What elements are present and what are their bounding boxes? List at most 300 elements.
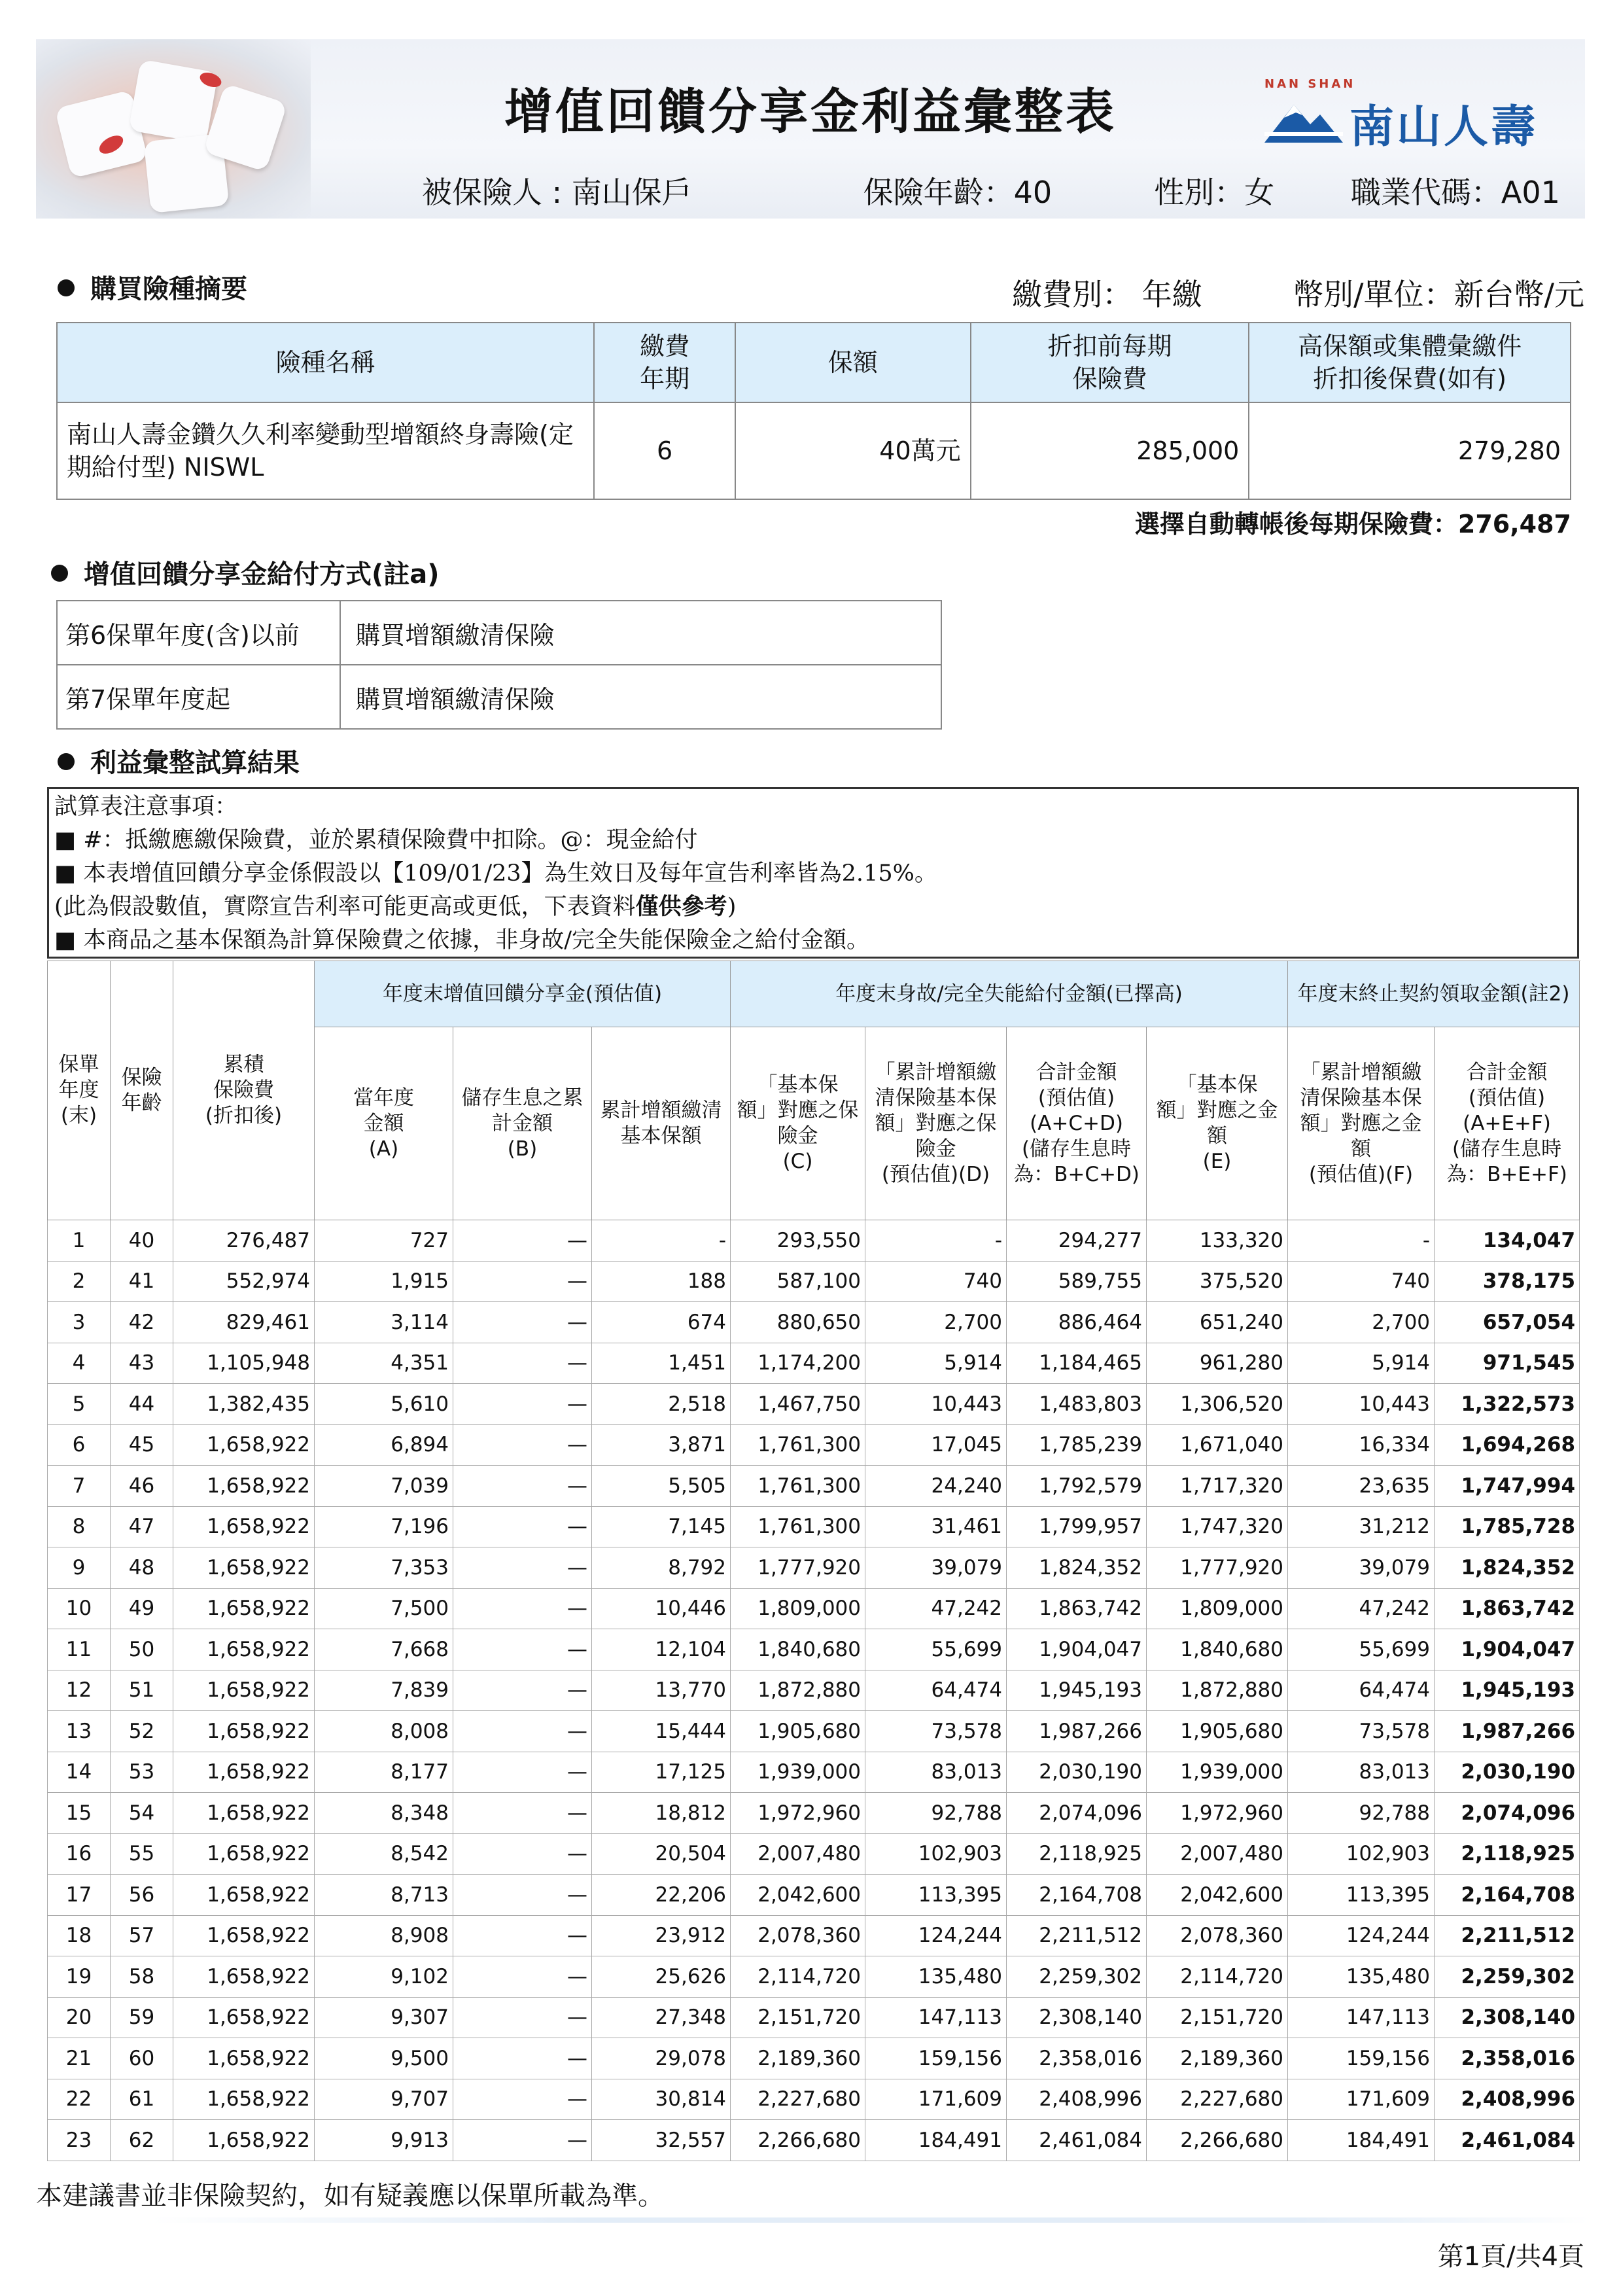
table-cell: 1,658,922 — [173, 1752, 315, 1793]
table-cell: 57 — [111, 1915, 173, 1956]
table-cell: 2,358,016 — [1435, 2038, 1580, 2079]
table-cell: 124,244 — [1288, 1915, 1435, 1956]
premium-before-discount: 285,000 — [971, 402, 1249, 499]
table-cell: 1,658,922 — [173, 1629, 315, 1670]
table-cell: 961,280 — [1147, 1343, 1288, 1384]
table-cell: 171,609 — [1288, 2079, 1435, 2120]
table-cell: 2,118,925 — [1007, 1833, 1147, 1875]
header-row — [48, 961, 1580, 1027]
table-cell: 159,156 — [865, 2038, 1007, 2079]
logo-brand-name: 南山人壽 — [1349, 101, 1539, 153]
table-cell: 18 — [48, 1915, 111, 1956]
table-cell: 92,788 — [1288, 1793, 1435, 1834]
table-cell: — — [453, 1956, 592, 1998]
table-cell: 1,939,000 — [1147, 1752, 1288, 1793]
table-cell: 2,259,302 — [1435, 1956, 1580, 1998]
table-cell: — — [453, 1588, 592, 1629]
table-cell: — — [453, 1793, 592, 1834]
table-cell: 2,308,140 — [1435, 1997, 1580, 2038]
table-cell: 2,259,302 — [1007, 1956, 1147, 1998]
table-cell: 2,308,140 — [1007, 1997, 1147, 2038]
table-cell: 1,658,922 — [173, 1875, 315, 1916]
col-header: 保額 — [735, 323, 971, 402]
table-cell: 1,382,435 — [173, 1384, 315, 1425]
col-header-inc: 累計增額繳清 基本保額 — [592, 1027, 731, 1220]
table-cell: 1,658,922 — [173, 1793, 315, 1834]
table-cell: 651,240 — [1147, 1302, 1288, 1343]
table-cell: 3,114 — [315, 1302, 453, 1343]
table-cell: 17 — [48, 1875, 111, 1916]
col-header-e: 「基本保 額」對應之金 額 (E) — [1147, 1027, 1288, 1220]
note-line: ■ 本商品之基本保額為計算保險費之依據，非身故/完全失能保險金之給付金額。 — [54, 927, 869, 953]
table-cell: 40 — [111, 1220, 173, 1262]
table-cell: 1,863,742 — [1435, 1588, 1580, 1629]
footer-divider — [150, 2217, 1590, 2223]
table-cell: 7,145 — [592, 1506, 731, 1547]
table-cell: 41 — [111, 1261, 173, 1302]
insured-age: 保險年齡：40 — [863, 175, 1053, 210]
table-cell: 54 — [111, 1793, 173, 1834]
table-cell: 9 — [48, 1547, 111, 1589]
table-row — [48, 1915, 1580, 1956]
table-cell: 23,912 — [592, 1915, 731, 1956]
table-cell: 1,761,300 — [731, 1424, 865, 1466]
col-header: 折扣前每期 保險費 — [971, 323, 1249, 402]
table-cell: 92,788 — [865, 1793, 1007, 1834]
table-cell: 135,480 — [1288, 1956, 1435, 1998]
table-cell: 1,467,750 — [731, 1384, 865, 1425]
table-cell: 22,206 — [592, 1875, 731, 1916]
page-number: 第1頁/共4頁 — [1437, 2242, 1584, 2272]
table-cell: 83,013 — [1288, 1752, 1435, 1793]
table-cell: 10,443 — [1288, 1384, 1435, 1425]
table-row — [48, 1384, 1580, 1425]
sum-assured: 40萬元 — [735, 402, 971, 499]
table-row — [48, 1261, 1580, 1302]
table-cell: 47,242 — [865, 1588, 1007, 1629]
table-cell: 159,156 — [1288, 2038, 1435, 2079]
notes-title: 試算表注意事項： — [54, 794, 238, 820]
bullet-icon — [58, 753, 75, 770]
table-cell: 9,307 — [315, 1997, 453, 2038]
col-header-b: 儲存生息之累 計金額 (B) — [453, 1027, 592, 1220]
table-cell: 10,446 — [592, 1588, 731, 1629]
table-cell: 3 — [48, 1302, 111, 1343]
table-cell: 64,474 — [1288, 1670, 1435, 1711]
table-cell: 971,545 — [1435, 1343, 1580, 1384]
table-cell: — — [453, 1875, 592, 1916]
table-cell: 2,164,708 — [1007, 1875, 1147, 1916]
table-cell: 1,694,268 — [1435, 1424, 1580, 1466]
table-row — [48, 1793, 1580, 1834]
method-row — [57, 601, 941, 665]
table-cell: 1,761,300 — [731, 1466, 865, 1507]
table-cell: 5,505 — [592, 1466, 731, 1507]
table-cell: 7,196 — [315, 1506, 453, 1547]
table-cell: 1,945,193 — [1007, 1670, 1147, 1711]
table-cell: 1,658,922 — [173, 1547, 315, 1589]
table-cell: 113,395 — [1288, 1875, 1435, 1916]
col-header-a: 當年度 金額 (A) — [315, 1027, 453, 1220]
col-header-sum2: 合計金額 (預估值) (A+E+F) (儲存生息時 為：B+E+F) — [1435, 1027, 1580, 1220]
table-cell: 1,840,680 — [1147, 1629, 1288, 1670]
table-cell: — — [453, 1670, 592, 1711]
table-cell: 184,491 — [1288, 2120, 1435, 2161]
table-cell: 1,939,000 — [731, 1752, 865, 1793]
table-cell: 2,030,190 — [1007, 1752, 1147, 1793]
table-cell: 2,078,360 — [731, 1915, 865, 1956]
table-cell: 1,658,922 — [173, 2079, 315, 2120]
occupation-code: 職業代碼：A01 — [1350, 175, 1560, 210]
table-cell: 133,320 — [1147, 1220, 1288, 1262]
table-cell: 2,227,680 — [1147, 2079, 1288, 2120]
table-cell: 5,610 — [315, 1384, 453, 1425]
table-cell: 2,042,600 — [1147, 1875, 1288, 1916]
table-cell: 31,212 — [1288, 1506, 1435, 1547]
table-row — [48, 1547, 1580, 1589]
table-cell: 1,658,922 — [173, 1997, 315, 2038]
table-row — [48, 2120, 1580, 2161]
table-cell: 1,809,000 — [731, 1588, 865, 1629]
table-cell: 43 — [111, 1343, 173, 1384]
table-cell: 9,102 — [315, 1956, 453, 1998]
table-row — [48, 1466, 1580, 1507]
table-cell: — — [453, 1915, 592, 1956]
method-table — [56, 600, 942, 730]
table-cell: — — [453, 1629, 592, 1670]
table-cell: 39,079 — [865, 1547, 1007, 1589]
table-cell: 16,334 — [1288, 1424, 1435, 1466]
table-cell: 1,105,948 — [173, 1343, 315, 1384]
table-cell: — — [453, 1833, 592, 1875]
table-cell: 2,266,680 — [1147, 2120, 1288, 2161]
table-cell: — — [453, 1220, 592, 1262]
table-cell: 1,658,922 — [173, 1588, 315, 1629]
table-cell: 2,151,720 — [731, 1997, 865, 2038]
table-cell: 1,747,320 — [1147, 1506, 1288, 1547]
insured-name: 被保險人 : 南山保戶 — [422, 175, 692, 210]
table-cell: 378,175 — [1435, 1261, 1580, 1302]
table-cell: 8 — [48, 1506, 111, 1547]
table-cell: 1,987,266 — [1007, 1711, 1147, 1752]
table-cell: 7,839 — [315, 1670, 453, 1711]
table-cell: 740 — [1288, 1261, 1435, 1302]
table-cell: — — [453, 1302, 592, 1343]
table-cell: 48 — [111, 1547, 173, 1589]
table-cell: 657,054 — [1435, 1302, 1580, 1343]
table-cell: 2,518 — [592, 1384, 731, 1425]
table-cell: 39,079 — [1288, 1547, 1435, 1589]
note-line: (此為假設數值，實際宣告利率可能更高或更低，下表資料僅供參考) — [54, 894, 737, 920]
table-cell: 15,444 — [592, 1711, 731, 1752]
currency-unit: 幣別/單位：新台幣/元 — [1293, 277, 1584, 312]
table-cell: 62 — [111, 2120, 173, 2161]
table-cell: — — [453, 1997, 592, 2038]
table-cell: 1,785,239 — [1007, 1424, 1147, 1466]
table-cell: — — [453, 1466, 592, 1507]
table-cell: 18,812 — [592, 1793, 731, 1834]
table-cell: 2,461,084 — [1007, 2120, 1147, 2161]
table-cell: 276,487 — [173, 1220, 315, 1262]
table-cell: 4,351 — [315, 1343, 453, 1384]
table-cell: 829,461 — [173, 1302, 315, 1343]
table-cell: 29,078 — [592, 2038, 731, 2079]
table-cell: 5,914 — [1288, 1343, 1435, 1384]
table-cell: 49 — [111, 1588, 173, 1629]
group-header-surrender: 年度末終止契約領取金額(註2) — [1288, 961, 1580, 1027]
table-cell: 147,113 — [865, 1997, 1007, 2038]
table-cell: 59 — [111, 1997, 173, 2038]
table-cell: 27,348 — [592, 1997, 731, 2038]
table-cell: 53 — [111, 1752, 173, 1793]
table-row — [48, 1997, 1580, 2038]
table-cell: 2,358,016 — [1007, 2038, 1147, 2079]
table-cell: 1,671,040 — [1147, 1424, 1288, 1466]
table-cell: 1,658,922 — [173, 1670, 315, 1711]
table-cell: 1,809,000 — [1147, 1588, 1288, 1629]
table-cell: 1,483,803 — [1007, 1384, 1147, 1425]
table-cell: 1,904,047 — [1007, 1629, 1147, 1670]
table-row — [48, 1302, 1580, 1343]
table-cell: 1,658,922 — [173, 1466, 315, 1507]
product-name: 南山人壽金鑽久久利率變動型增額終身壽險(定期給付型) NISWL — [57, 402, 594, 499]
table-cell: 1,824,352 — [1435, 1547, 1580, 1589]
table-cell: 20 — [48, 1997, 111, 2038]
table-cell: 8,542 — [315, 1833, 453, 1875]
col-header-c: 「基本保 額」對應之保 險金 (C) — [731, 1027, 865, 1220]
table-cell: 30,814 — [592, 2079, 731, 2120]
summary-row — [57, 402, 1571, 499]
table-cell: — — [453, 1506, 592, 1547]
table-cell: — — [453, 1343, 592, 1384]
table-row — [48, 1875, 1580, 1916]
table-cell: 7,668 — [315, 1629, 453, 1670]
table-cell: 1,792,579 — [1007, 1466, 1147, 1507]
table-cell: 24,240 — [865, 1466, 1007, 1507]
table-cell: 740 — [865, 1261, 1007, 1302]
table-cell: 3,871 — [592, 1424, 731, 1466]
table-cell: 47,242 — [1288, 1588, 1435, 1629]
table-cell: 1,840,680 — [731, 1629, 865, 1670]
table-cell: 13 — [48, 1711, 111, 1752]
table-cell: 2,700 — [865, 1302, 1007, 1343]
table-cell: 2,408,996 — [1435, 2079, 1580, 2120]
table-cell: 1,761,300 — [731, 1506, 865, 1547]
table-cell: 2,227,680 — [731, 2079, 865, 2120]
table-cell: 2,118,925 — [1435, 1833, 1580, 1875]
method-type: 購買增額繳清保險 — [340, 601, 941, 665]
table-row — [48, 1424, 1580, 1466]
table-cell: 4 — [48, 1343, 111, 1384]
table-cell: 1,658,922 — [173, 2038, 315, 2079]
table-cell: 55,699 — [1288, 1629, 1435, 1670]
table-cell: 2,266,680 — [731, 2120, 865, 2161]
bullet-icon — [58, 279, 75, 296]
method-period: 第6保單年度(含)以前 — [57, 601, 340, 665]
table-cell: 50 — [111, 1629, 173, 1670]
table-cell: 14 — [48, 1752, 111, 1793]
col-header: 繳費 年期 — [594, 323, 735, 402]
table-cell: 1,306,520 — [1147, 1384, 1288, 1425]
method-heading: 增值回饋分享金給付方式(註a) — [51, 554, 440, 591]
table-cell: — — [453, 2079, 592, 2120]
header-banner — [36, 39, 1585, 219]
summary-heading: 購買險種摘要 — [58, 268, 247, 306]
table-cell: 25,626 — [592, 1956, 731, 1998]
table-cell: 58 — [111, 1956, 173, 1998]
table-cell: 1,658,922 — [173, 1506, 315, 1547]
table-cell: 1,322,573 — [1435, 1384, 1580, 1425]
table-cell: 1,777,920 — [731, 1547, 865, 1589]
pay-years: 6 — [594, 402, 735, 499]
table-cell: 1,799,957 — [1007, 1506, 1147, 1547]
table-cell: 2,114,720 — [1147, 1956, 1288, 1998]
table-cell: 9,707 — [315, 2079, 453, 2120]
table-cell: 61 — [111, 2079, 173, 2120]
table-cell: - — [592, 1220, 731, 1262]
note-line: ■ #：抵繳應繳保險費，並於累積保險費中扣除。@：現金給付 — [54, 827, 698, 853]
table-cell: 5 — [48, 1384, 111, 1425]
table-cell: 2,461,084 — [1435, 2120, 1580, 2161]
table-cell: 2,189,360 — [1147, 2038, 1288, 2079]
table-cell: 375,520 — [1147, 1261, 1288, 1302]
pay-mode: 繳費別： 年繳 — [1012, 277, 1202, 312]
table-cell: 60 — [111, 2038, 173, 2079]
table-cell: 10,443 — [865, 1384, 1007, 1425]
col-header: 高保額或集體彙繳件 折扣後保費(如有) — [1249, 323, 1571, 402]
table-cell: 1,658,922 — [173, 1915, 315, 1956]
table-cell: 17,045 — [865, 1424, 1007, 1466]
table-cell: 8,713 — [315, 1875, 453, 1916]
table-cell: 102,903 — [865, 1833, 1007, 1875]
table-cell: 2,074,096 — [1007, 1793, 1147, 1834]
table-cell: 2,189,360 — [731, 2038, 865, 2079]
table-cell: 1,658,922 — [173, 1956, 315, 1998]
note-line: ■ 本表增值回饋分享金係假設以【109/01/23】為生效日及每年宣告利率皆為2.15%。 — [54, 860, 937, 887]
table-row — [48, 1506, 1580, 1547]
table-cell: 1,863,742 — [1007, 1588, 1147, 1629]
table-cell: 11 — [48, 1629, 111, 1670]
col-header-d: 「累計增額繳 清保險基本保 額」對應之保 險金 (預估值)(D) — [865, 1027, 1007, 1220]
table-cell: 52 — [111, 1711, 173, 1752]
table-cell: 45 — [111, 1424, 173, 1466]
table-cell: — — [453, 1261, 592, 1302]
table-cell: 46 — [111, 1466, 173, 1507]
table-cell: 23,635 — [1288, 1466, 1435, 1507]
summary-header-row — [57, 323, 1571, 402]
table-cell: 2,408,996 — [1007, 2079, 1147, 2120]
table-cell: 31,461 — [865, 1506, 1007, 1547]
table-cell: 7,353 — [315, 1547, 453, 1589]
payment-info — [1012, 271, 1584, 314]
table-cell: 55 — [111, 1833, 173, 1875]
table-cell: 1,184,465 — [1007, 1343, 1147, 1384]
premium-after-discount: 279,280 — [1249, 402, 1571, 499]
notes-box — [47, 787, 1579, 959]
table-cell: 1,904,047 — [1435, 1629, 1580, 1670]
results-table — [47, 961, 1580, 2161]
table-cell: 135,480 — [865, 1956, 1007, 1998]
table-cell: 1,905,680 — [1147, 1711, 1288, 1752]
table-cell: 12 — [48, 1670, 111, 1711]
table-cell: 102,903 — [1288, 1833, 1435, 1875]
table-cell: 589,755 — [1007, 1261, 1147, 1302]
method-type: 購買增額繳清保險 — [340, 665, 941, 729]
table-cell: — — [453, 2120, 592, 2161]
table-cell: 6,894 — [315, 1424, 453, 1466]
table-cell: 1,658,922 — [173, 2120, 315, 2161]
table-cell: 727 — [315, 1220, 453, 1262]
table-cell: 64,474 — [865, 1670, 1007, 1711]
table-cell: 10 — [48, 1588, 111, 1629]
summary-table — [56, 322, 1571, 500]
table-cell: 2,700 — [1288, 1302, 1435, 1343]
table-cell: 2,211,512 — [1007, 1915, 1147, 1956]
table-cell: 19 — [48, 1956, 111, 1998]
table-row — [48, 1956, 1580, 1998]
table-cell: 1,777,920 — [1147, 1547, 1288, 1589]
table-cell: - — [865, 1220, 1007, 1262]
table-cell: 2 — [48, 1261, 111, 1302]
table-cell: 293,550 — [731, 1220, 865, 1262]
table-cell: 552,974 — [173, 1261, 315, 1302]
table-cell: 73,578 — [1288, 1711, 1435, 1752]
company-logo — [1251, 77, 1559, 153]
table-row — [48, 1629, 1580, 1670]
table-cell: 8,908 — [315, 1915, 453, 1956]
table-row — [48, 1343, 1580, 1384]
table-cell: 15 — [48, 1793, 111, 1834]
table-cell: 1,872,880 — [1147, 1670, 1288, 1711]
table-cell: - — [1288, 1220, 1435, 1262]
table-cell: 7 — [48, 1466, 111, 1507]
table-cell: 2,151,720 — [1147, 1997, 1288, 2038]
table-cell: 56 — [111, 1875, 173, 1916]
table-cell: 8,177 — [315, 1752, 453, 1793]
table-cell: 1,658,922 — [173, 1711, 315, 1752]
table-cell: 1,451 — [592, 1343, 731, 1384]
table-cell: 8,792 — [592, 1547, 731, 1589]
table-cell: 134,047 — [1435, 1220, 1580, 1262]
table-cell: 47 — [111, 1506, 173, 1547]
table-cell: 1,747,994 — [1435, 1466, 1580, 1507]
col-header: 險種名稱 — [57, 323, 594, 402]
table-cell: 587,100 — [731, 1261, 865, 1302]
table-cell: 1,174,200 — [731, 1343, 865, 1384]
insured-info — [422, 169, 1560, 212]
method-row — [57, 665, 941, 729]
col-header-year: 保單 年度 (末) — [48, 961, 111, 1220]
table-cell: 12,104 — [592, 1629, 731, 1670]
table-cell: 1,824,352 — [1007, 1547, 1147, 1589]
table-cell: 2,164,708 — [1435, 1875, 1580, 1916]
table-row — [48, 1588, 1580, 1629]
method-period: 第7保單年度起 — [57, 665, 340, 729]
mountain-logo-icon — [1264, 92, 1343, 144]
table-cell: 83,013 — [865, 1752, 1007, 1793]
table-row — [48, 2079, 1580, 2120]
table-row — [48, 1833, 1580, 1875]
table-cell: 16 — [48, 1833, 111, 1875]
bullet-icon — [51, 565, 68, 582]
table-cell: 2,042,600 — [731, 1875, 865, 1916]
table-cell: 21 — [48, 2038, 111, 2079]
table-cell: — — [453, 1424, 592, 1466]
table-cell: 2,074,096 — [1435, 1793, 1580, 1834]
results-heading: 利益彙整試算結果 — [58, 742, 300, 779]
table-cell: 9,500 — [315, 2038, 453, 2079]
auto-transfer-premium: 選擇自動轉帳後每期保險費：276,487 — [1134, 510, 1571, 539]
